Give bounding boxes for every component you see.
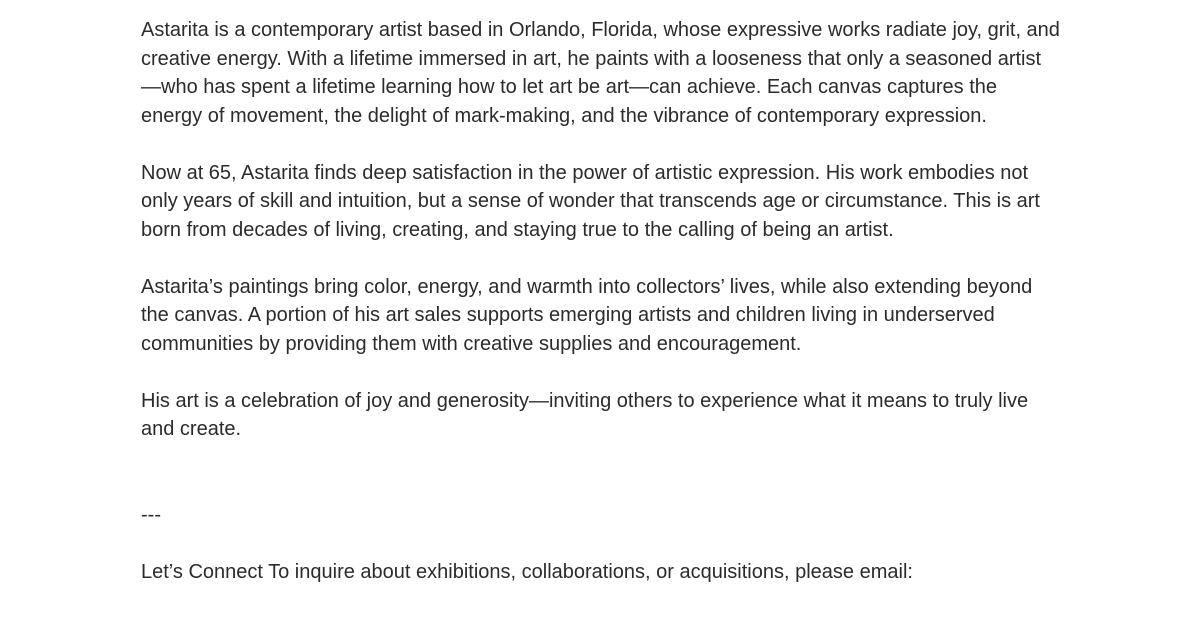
paragraph-collectors: Astarita’s paintings bring color, energy, and warmth into collectors’ lives, while also extending beyond the canvas. A portion of his art sales supports emerging artists and children living in underserved communities by providing them with creative supplies and encouragement.: [141, 275, 1033, 355]
connect-line: Let’s Connect To inquire about exhibitions, collaborations, or acquisitions, please email:: [141, 560, 913, 583]
paragraph-age: Now at 65, Astarita finds deep satisfaction in the power of artistic expression. His work embodies not only years of skill and intuition, but a sense of wonder that transcends age or circumstance. This is art born from decades of living, creating, and staying true to the calling of being an artist.: [141, 161, 1040, 241]
blank-line: [141, 472, 1061, 501]
paragraph-celebration: His art is a celebration of joy and generosity—inviting others to experience what it means to truly live and create.: [141, 389, 1029, 440]
paragraph-intro: Astarita is a contemporary artist based in Orlando, Florida, whose expressive works radiate joy, grit, and creative energy. With a lifetime immersed in art, he paints with a looseness that only a seasoned artist—who has spent a lifetime learning how to let art be art—can achieve. Each canvas captures the energy of movement, the delight of mark-making, and the vibrance of contemporary expression.: [141, 19, 1060, 127]
separator-line: ---: [141, 503, 161, 526]
document-body: [141, 16, 1061, 586]
